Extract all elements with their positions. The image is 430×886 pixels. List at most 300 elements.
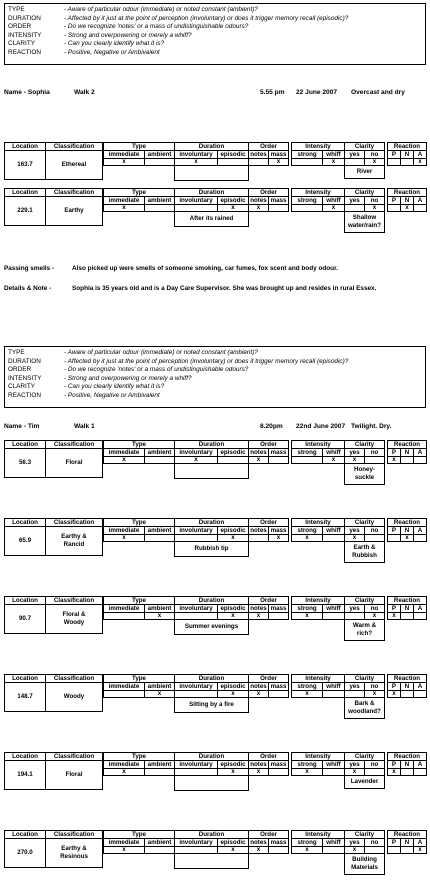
subheader-p: P	[387, 682, 401, 691]
duration-header: Duration	[174, 674, 249, 683]
clarity-note: Earth & Rubbish	[344, 541, 385, 563]
mark-cell-episodic: x	[217, 690, 249, 698]
mark-cell-a	[413, 456, 427, 464]
subheader-strong: strong	[291, 760, 323, 769]
mark-cell-n	[400, 846, 414, 854]
subheader-notes: notes	[248, 196, 269, 205]
subheader-notes: notes	[248, 604, 269, 613]
mark-cell-no: x	[364, 204, 385, 212]
mark-cell-yes: x	[344, 768, 365, 776]
mark-cell-no: x	[364, 690, 385, 698]
legend-row	[8, 383, 422, 392]
mark-cell-involuntary: x	[174, 158, 218, 166]
mark-cell-ambient	[144, 204, 175, 212]
walk-header	[4, 423, 428, 433]
mark-cell-a	[413, 204, 427, 212]
reaction-header: Reaction	[387, 596, 427, 605]
walk-date: 22 June 2007	[296, 89, 338, 96]
intensity-header: Intensity	[291, 830, 345, 839]
subheader-yes: yes	[344, 760, 365, 769]
subheader-n: N	[400, 526, 414, 535]
reaction-header: Reaction	[387, 752, 427, 761]
subheader-a: A	[413, 526, 427, 535]
legend-row	[8, 49, 422, 58]
classification-header: Classification	[45, 752, 103, 761]
subheader-no: no	[364, 150, 385, 159]
mark-cell-immediate: x	[103, 846, 145, 854]
mark-cell-immediate: x	[103, 768, 145, 776]
location-header: Location	[4, 596, 46, 605]
mark-cell-p: x	[387, 612, 401, 620]
subheader-episodic: episodic	[217, 150, 249, 159]
subheader-mass: mass	[268, 448, 289, 457]
mark-cell-episodic: x	[217, 534, 249, 542]
subheader-n: N	[400, 150, 414, 159]
subheader-mass: mass	[268, 196, 289, 205]
subheader-no: no	[364, 526, 385, 535]
mark-cell-ambient: x	[144, 612, 175, 620]
subheader-immediate: immediate	[103, 448, 145, 457]
classification-value: Woody	[45, 682, 103, 712]
subheader-whiff: whiff	[322, 448, 345, 457]
mark-cell-no: x	[364, 158, 385, 166]
subheader-involuntary: involuntary	[174, 150, 218, 159]
subheader-no: no	[364, 838, 385, 847]
classification-value: Ethereal	[45, 150, 103, 180]
walk-number: Walk 1	[74, 423, 95, 430]
subheader-ambient: ambient	[144, 838, 175, 847]
mark-cell-ambient	[144, 534, 175, 542]
type-header: Type	[103, 674, 175, 683]
mark-cell-whiff: x	[322, 204, 345, 212]
legend-key: CLARITY	[8, 383, 35, 391]
subheader-episodic: episodic	[217, 196, 249, 205]
intensity-header: Intensity	[291, 596, 345, 605]
mark-cell-episodic: x	[217, 846, 249, 854]
mark-cell-n: x	[400, 534, 414, 542]
mark-cell-strong	[291, 158, 323, 166]
duration-header: Duration	[174, 518, 249, 527]
subheader-strong: strong	[291, 196, 323, 205]
duration-header: Duration	[174, 440, 249, 449]
mark-cell-whiff	[322, 846, 345, 854]
mark-cell-a	[413, 768, 427, 776]
type-header: Type	[103, 596, 175, 605]
legend-key: ORDER	[8, 23, 32, 31]
mark-cell-whiff	[322, 768, 345, 776]
subheader-episodic: episodic	[217, 604, 249, 613]
subheader-immediate: immediate	[103, 196, 145, 205]
record-table	[4, 830, 426, 886]
subheader-involuntary: involuntary	[174, 838, 218, 847]
mark-cell-episodic: x	[217, 204, 249, 212]
order-header: Order	[248, 440, 289, 449]
reaction-header: Reaction	[387, 142, 427, 151]
subheader-p: P	[387, 838, 401, 847]
record-table	[4, 188, 426, 244]
subheader-p: P	[387, 526, 401, 535]
classification-header: Classification	[45, 142, 103, 151]
subheader-yes: yes	[344, 838, 365, 847]
mark-cell-p: x	[387, 768, 401, 776]
subheader-whiff: whiff	[322, 150, 345, 159]
subheader-notes: notes	[248, 448, 269, 457]
subheader-strong: strong	[291, 448, 323, 457]
legend-row	[8, 366, 422, 375]
order-header: Order	[248, 674, 289, 683]
legend-row	[8, 392, 422, 401]
legend-row	[8, 349, 422, 358]
order-header: Order	[248, 752, 289, 761]
order-header: Order	[248, 830, 289, 839]
subheader-involuntary: involuntary	[174, 448, 218, 457]
duration-note: Rubbish tip	[174, 541, 249, 557]
mark-cell-p	[387, 158, 401, 166]
subheader-notes: notes	[248, 526, 269, 535]
location-value: 65.9	[4, 526, 46, 556]
legend-row	[8, 15, 422, 24]
mark-cell-n	[400, 690, 414, 698]
location-value: 56.3	[4, 448, 46, 478]
subheader-strong: strong	[291, 604, 323, 613]
mark-cell-mass	[268, 846, 289, 854]
subheader-whiff: whiff	[322, 196, 345, 205]
subheader-notes: notes	[248, 682, 269, 691]
intensity-header: Intensity	[291, 518, 345, 527]
location-value: 270.0	[4, 838, 46, 868]
reaction-header: Reaction	[387, 674, 427, 683]
mark-cell-notes: x	[248, 612, 269, 620]
subheader-episodic: episodic	[217, 838, 249, 847]
order-header: Order	[248, 188, 289, 197]
classification-header: Classification	[45, 674, 103, 683]
location-header: Location	[4, 518, 46, 527]
subheader-strong: strong	[291, 150, 323, 159]
mark-cell-mass	[268, 612, 289, 620]
mark-cell-a: x	[413, 158, 427, 166]
classification-header: Classification	[45, 188, 103, 197]
duration-note	[174, 165, 249, 181]
intensity-header: Intensity	[291, 674, 345, 683]
mark-cell-strong: x	[291, 534, 323, 542]
clarity-note: Bark & woodland?	[344, 697, 385, 719]
subheader-ambient: ambient	[144, 526, 175, 535]
mark-cell-strong: x	[291, 612, 323, 620]
location-header: Location	[4, 830, 46, 839]
mark-cell-whiff	[322, 612, 345, 620]
subheader-involuntary: involuntary	[174, 604, 218, 613]
subheader-p: P	[387, 196, 401, 205]
legend-row	[8, 375, 422, 384]
subheader-episodic: episodic	[217, 448, 249, 457]
note-text: Sophia is 35 years old and is a Day Care Supervisor. She was brought up and resides in rural Essex.	[72, 285, 377, 292]
subheader-involuntary: involuntary	[174, 760, 218, 769]
mark-cell-ambient	[144, 768, 175, 776]
intensity-header: Intensity	[291, 142, 345, 151]
mark-cell-mass: x	[268, 158, 289, 166]
mark-cell-p	[387, 534, 401, 542]
intensity-header: Intensity	[291, 440, 345, 449]
legend-key: REACTION	[8, 391, 42, 399]
classification-header: Classification	[45, 440, 103, 449]
subheader-episodic: episodic	[217, 682, 249, 691]
clarity-note: River	[344, 165, 385, 179]
subheader-immediate: immediate	[103, 150, 145, 159]
intensity-header: Intensity	[291, 188, 345, 197]
subheader-a: A	[413, 604, 427, 613]
mark-cell-notes: x	[248, 846, 269, 854]
mark-cell-whiff	[322, 690, 345, 698]
legend-row	[8, 358, 422, 367]
subheader-p: P	[387, 760, 401, 769]
duration-note	[174, 463, 249, 479]
mark-cell-p	[387, 846, 401, 854]
record-table	[4, 752, 426, 808]
subheader-ambient: ambient	[144, 682, 175, 691]
legend-desc: - Positive, Negative or Ambivalent	[64, 391, 160, 399]
subheader-a: A	[413, 196, 427, 205]
mark-cell-strong	[291, 204, 323, 212]
classification-value: Floral	[45, 760, 103, 790]
walk-time: 8.20pm	[260, 423, 283, 430]
clarity-header: Clarity	[344, 830, 385, 839]
legend-key: REACTION	[8, 48, 42, 56]
clarity-header: Clarity	[344, 674, 385, 683]
location-header: Location	[4, 142, 46, 151]
mark-cell-notes	[248, 534, 269, 542]
subheader-mass: mass	[268, 760, 289, 769]
type-header: Type	[103, 518, 175, 527]
subheader-immediate: immediate	[103, 526, 145, 535]
mark-cell-ambient	[144, 158, 175, 166]
location-value: 163.7	[4, 150, 46, 180]
legend-row	[8, 32, 422, 41]
duration-note: After its rained	[174, 211, 249, 227]
mark-cell-p	[387, 204, 401, 212]
mark-cell-strong	[291, 456, 323, 464]
walk-time: 5.55 pm	[260, 89, 285, 96]
subheader-p: P	[387, 150, 401, 159]
walker-name: Name - Sophia	[4, 89, 50, 96]
subheader-whiff: whiff	[322, 760, 345, 769]
duration-header: Duration	[174, 830, 249, 839]
type-header: Type	[103, 830, 175, 839]
subheader-yes: yes	[344, 682, 365, 691]
mark-cell-mass	[268, 204, 289, 212]
legend-desc: - Do we recognize 'notes' or a mass of undistinguishable odours?	[64, 366, 249, 374]
mark-cell-yes: x	[344, 534, 365, 542]
walk-weather: Twilight. Dry.	[351, 423, 392, 430]
mark-cell-ambient	[144, 846, 175, 854]
clarity-note: Building Materials	[344, 853, 385, 875]
subheader-strong: strong	[291, 682, 323, 691]
record-table	[4, 596, 426, 652]
subheader-whiff: whiff	[322, 838, 345, 847]
clarity-note: Lavender	[344, 775, 385, 789]
subheader-notes: notes	[248, 760, 269, 769]
subheader-immediate: immediate	[103, 604, 145, 613]
subheader-no: no	[364, 760, 385, 769]
mark-cell-notes: x	[248, 690, 269, 698]
mark-cell-immediate: x	[103, 158, 145, 166]
legend-desc: - Affected by it just at the point of perception (involuntary) or does it trigger memory recall (episodic)?	[64, 357, 349, 365]
subheader-yes: yes	[344, 150, 365, 159]
duration-note	[174, 775, 249, 791]
duration-note: Sitting by a fire	[174, 697, 249, 713]
legend-desc: - Affected by it just at the point of perception (involuntary) or does it trigger memory recall (episodic)?	[64, 14, 349, 22]
odour-legend	[4, 346, 426, 408]
classification-value: Floral & Woody	[45, 604, 103, 634]
subheader-whiff: whiff	[322, 526, 345, 535]
legend-desc: - Can you clearly identify what it is?	[64, 383, 165, 391]
subheader-yes: yes	[344, 448, 365, 457]
mark-cell-whiff: x	[322, 456, 345, 464]
subheader-a: A	[413, 682, 427, 691]
subheader-ambient: ambient	[144, 448, 175, 457]
subheader-a: A	[413, 448, 427, 457]
mark-cell-notes: x	[248, 204, 269, 212]
record-table	[4, 440, 426, 496]
subheader-whiff: whiff	[322, 604, 345, 613]
mark-cell-immediate	[103, 612, 145, 620]
clarity-note: Honey- suckle	[344, 463, 385, 485]
location-header: Location	[4, 674, 46, 683]
duration-header: Duration	[174, 142, 249, 151]
mark-cell-strong: x	[291, 768, 323, 776]
legend-key: DURATION	[8, 14, 41, 22]
classification-value: Earthy	[45, 196, 103, 226]
subheader-n: N	[400, 448, 414, 457]
odour-legend	[4, 3, 426, 65]
reaction-header: Reaction	[387, 188, 427, 197]
classification-header: Classification	[45, 596, 103, 605]
subheader-strong: strong	[291, 526, 323, 535]
mark-cell-n	[400, 768, 414, 776]
mark-cell-yes: x	[344, 846, 365, 854]
subheader-p: P	[387, 604, 401, 613]
mark-cell-episodic: x	[217, 612, 249, 620]
legend-key: DURATION	[8, 357, 41, 365]
clarity-note: Warm & rich?	[344, 619, 385, 641]
walk-header	[4, 89, 428, 99]
subheader-a: A	[413, 760, 427, 769]
subheader-mass: mass	[268, 526, 289, 535]
classification-header: Classification	[45, 518, 103, 527]
legend-desc: - Aware of particular odour (immediate) or noted constant (ambient)?	[64, 349, 258, 356]
record-table	[4, 518, 426, 574]
mark-cell-no: x	[364, 612, 385, 620]
clarity-header: Clarity	[344, 518, 385, 527]
reaction-header: Reaction	[387, 830, 427, 839]
legend-desc: - Do we recognize 'notes' or a mass of undistinguishable odours?	[64, 23, 249, 31]
subheader-mass: mass	[268, 604, 289, 613]
clarity-note: Shallow water/rain?	[344, 211, 385, 233]
location-header: Location	[4, 440, 46, 449]
location-value: 229.1	[4, 196, 46, 226]
legend-key: INTENSITY	[8, 31, 42, 39]
mark-cell-immediate	[103, 690, 145, 698]
subheader-n: N	[400, 760, 414, 769]
mark-cell-p: x	[387, 456, 401, 464]
subheader-immediate: immediate	[103, 682, 145, 691]
type-header: Type	[103, 142, 175, 151]
mark-cell-n	[400, 158, 414, 166]
clarity-header: Clarity	[344, 752, 385, 761]
mark-cell-mass	[268, 690, 289, 698]
walk-date: 22nd June 2007	[296, 423, 346, 430]
mark-cell-a	[413, 612, 427, 620]
mark-cell-ambient	[144, 456, 175, 464]
subheader-n: N	[400, 838, 414, 847]
subheader-a: A	[413, 838, 427, 847]
clarity-header: Clarity	[344, 188, 385, 197]
subheader-ambient: ambient	[144, 196, 175, 205]
subheader-strong: strong	[291, 838, 323, 847]
duration-header: Duration	[174, 596, 249, 605]
note-label: Details & Note -	[4, 285, 52, 292]
mark-cell-p: x	[387, 690, 401, 698]
reaction-header: Reaction	[387, 440, 427, 449]
subheader-involuntary: involuntary	[174, 682, 218, 691]
record-table	[4, 674, 426, 730]
mark-cell-strong: x	[291, 690, 323, 698]
subheader-notes: notes	[248, 150, 269, 159]
subheader-involuntary: involuntary	[174, 526, 218, 535]
mark-cell-strong: x	[291, 846, 323, 854]
subheader-immediate: immediate	[103, 760, 145, 769]
type-header: Type	[103, 440, 175, 449]
legend-desc: - Strong and overpowering or merely a whiff?	[64, 31, 192, 39]
subheader-ambient: ambient	[144, 604, 175, 613]
mark-cell-a	[413, 690, 427, 698]
mark-cell-notes: x	[248, 768, 269, 776]
intensity-header: Intensity	[291, 752, 345, 761]
walker-name: Name - Tim	[4, 423, 40, 430]
duration-note	[174, 853, 249, 869]
legend-row	[8, 23, 422, 32]
subheader-n: N	[400, 682, 414, 691]
mark-cell-notes: x	[248, 456, 269, 464]
mark-cell-a: x	[413, 846, 427, 854]
legend-key: CLARITY	[8, 40, 35, 48]
mark-cell-a	[413, 534, 427, 542]
legend-key: TYPE	[8, 349, 25, 356]
mark-cell-yes: x	[344, 456, 365, 464]
mark-cell-immediate: x	[103, 456, 145, 464]
mark-cell-whiff	[322, 534, 345, 542]
subheader-involuntary: involuntary	[174, 196, 218, 205]
mark-cell-mass	[268, 456, 289, 464]
location-header: Location	[4, 752, 46, 761]
legend-key: TYPE	[8, 6, 25, 13]
clarity-header: Clarity	[344, 440, 385, 449]
reaction-header: Reaction	[387, 518, 427, 527]
duration-header: Duration	[174, 188, 249, 197]
subheader-p: P	[387, 448, 401, 457]
legend-desc: - Can you clearly identify what it is?	[64, 40, 165, 48]
order-header: Order	[248, 596, 289, 605]
subheader-no: no	[364, 448, 385, 457]
clarity-header: Clarity	[344, 596, 385, 605]
order-header: Order	[248, 142, 289, 151]
mark-cell-episodic: x	[217, 768, 249, 776]
mark-cell-mass: x	[268, 534, 289, 542]
subheader-yes: yes	[344, 196, 365, 205]
subheader-yes: yes	[344, 604, 365, 613]
legend-desc: - Strong and overpowering or merely a whiff?	[64, 374, 192, 382]
mark-cell-involuntary: x	[174, 456, 218, 464]
mark-cell-n	[400, 456, 414, 464]
